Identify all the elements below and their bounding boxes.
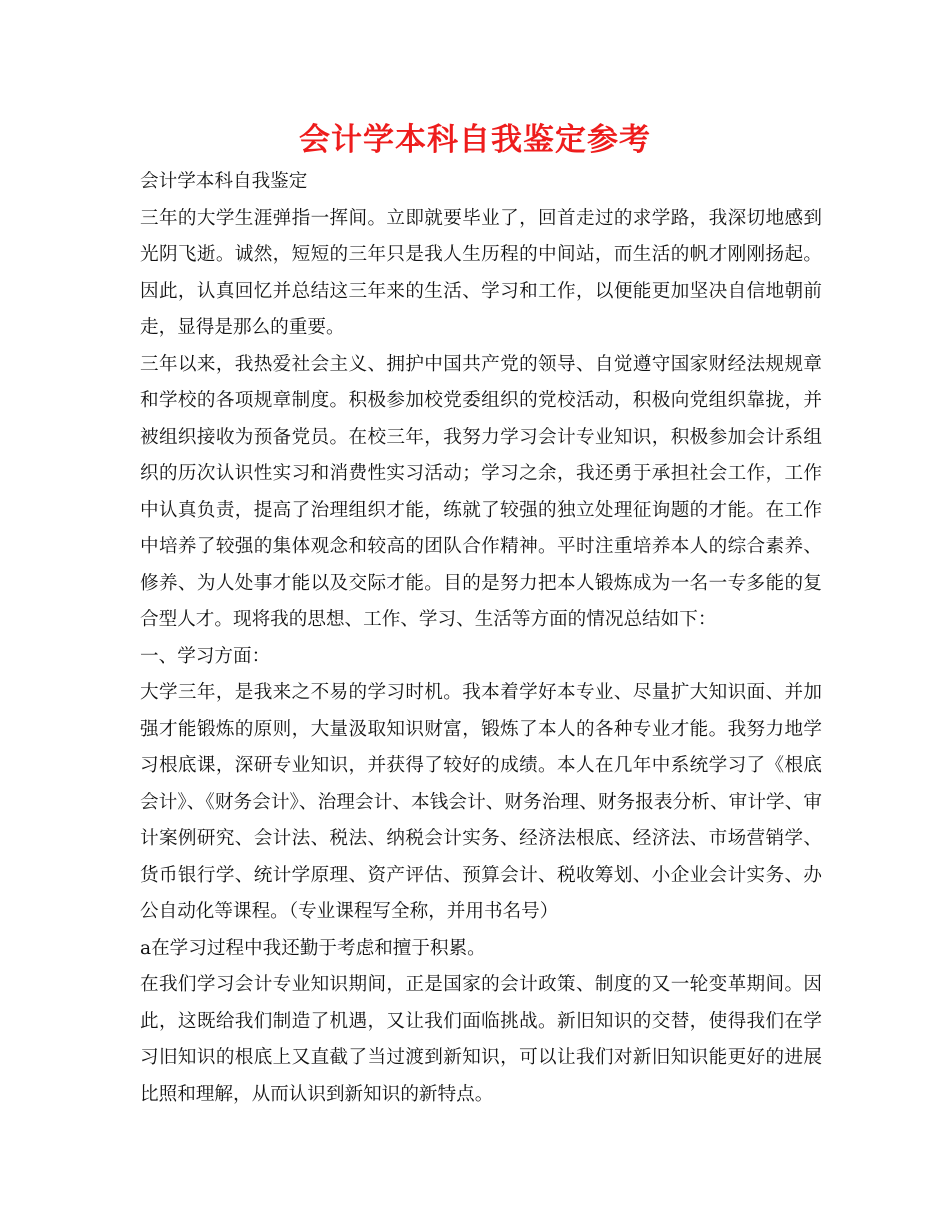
section-heading-study: 一、学习方面： <box>140 645 271 667</box>
paragraph-reform: 在我们学习会计专业知识期间，正是国家的会计政策、制度的又一轮变革期间。因此，这既给我们制造了机遇，又让我们面临挑战。新旧知识的交替，使得我们在学习旧知识的根底上又直截了当过渡到新知识，可以让我们对新旧知识能更好的进展比照和理解，从而认识到新知识的新特点。 <box>140 974 822 1105</box>
paragraph-subtitle: 会计学本科自我鉴定 <box>140 171 308 192</box>
paragraph-intro: 三年的大学生涯弹指一挥间。立即就要毕业了，回首走过的求学路，我深切地感到光阴飞逝。诚然，短短的三年只是我人生历程的中间站，而生活的帆才刚刚扬起。因此，认真回忆并总结这三年来的生活、学习和工作，以便能更加坚决自信地朝前走，显得是那么的重要。 <box>140 207 822 338</box>
paragraph-overview: 三年以来，我热爱社会主义、拥护中国共产党的领导、自觉遵守国家财经法规规章和学校的各项规章制度。积极参加校党委组织的党校活动，积极向党组织靠拢，并被组织接收为预备党员。在校三年，我努力学习会计专业知识，积极参加会计系组织的历次认识性实习和消费性实习活动；学习之余，我还勇于承担社会工作，工作中认真负责，提高了治理组织才能，练就了较强的独立处理征询题的才能。在工作中培养了较强的集体观念和较高的团队合作精神。平时注重培养本人的综合素养、修养、为人处事才能以及交际才能。目的是努力把本人锻炼成为一名一专多能的复合型人才。现将我的思想、工作、学习、生活等方面的情况总结如下： <box>140 353 822 630</box>
document-title: 会计学本科自我鉴定参考 <box>299 122 651 158</box>
paragraph-study-point-a: a在学习过程中我还勤于考虑和擅于积累。 <box>140 937 486 959</box>
paragraph-study: 大学三年，是我来之不易的学习时机。我本着学好本专业、尽量扩大知识面、并加强才能锻炼的原则，大量汲取知识财富，锻炼了本人的各种专业才能。我努力地学习根底课，深研专业知识，并获得了较好的成绩。本人在几年中系统学习了《根底会计》、《财务会计》、治理会计、本钱会计、财务治理、财务报表分析、审计学、审计案例研究、会计法、税法、纳税会计实务、经济法根底、经济法、市场营销学、货币银行学、统计学原理、资产评估、预算会计、税收筹划、小企业会计实务、办公自动化等课程。（专业课程写全称，并用书名号） <box>140 682 822 922</box>
document-body <box>140 164 822 1113</box>
